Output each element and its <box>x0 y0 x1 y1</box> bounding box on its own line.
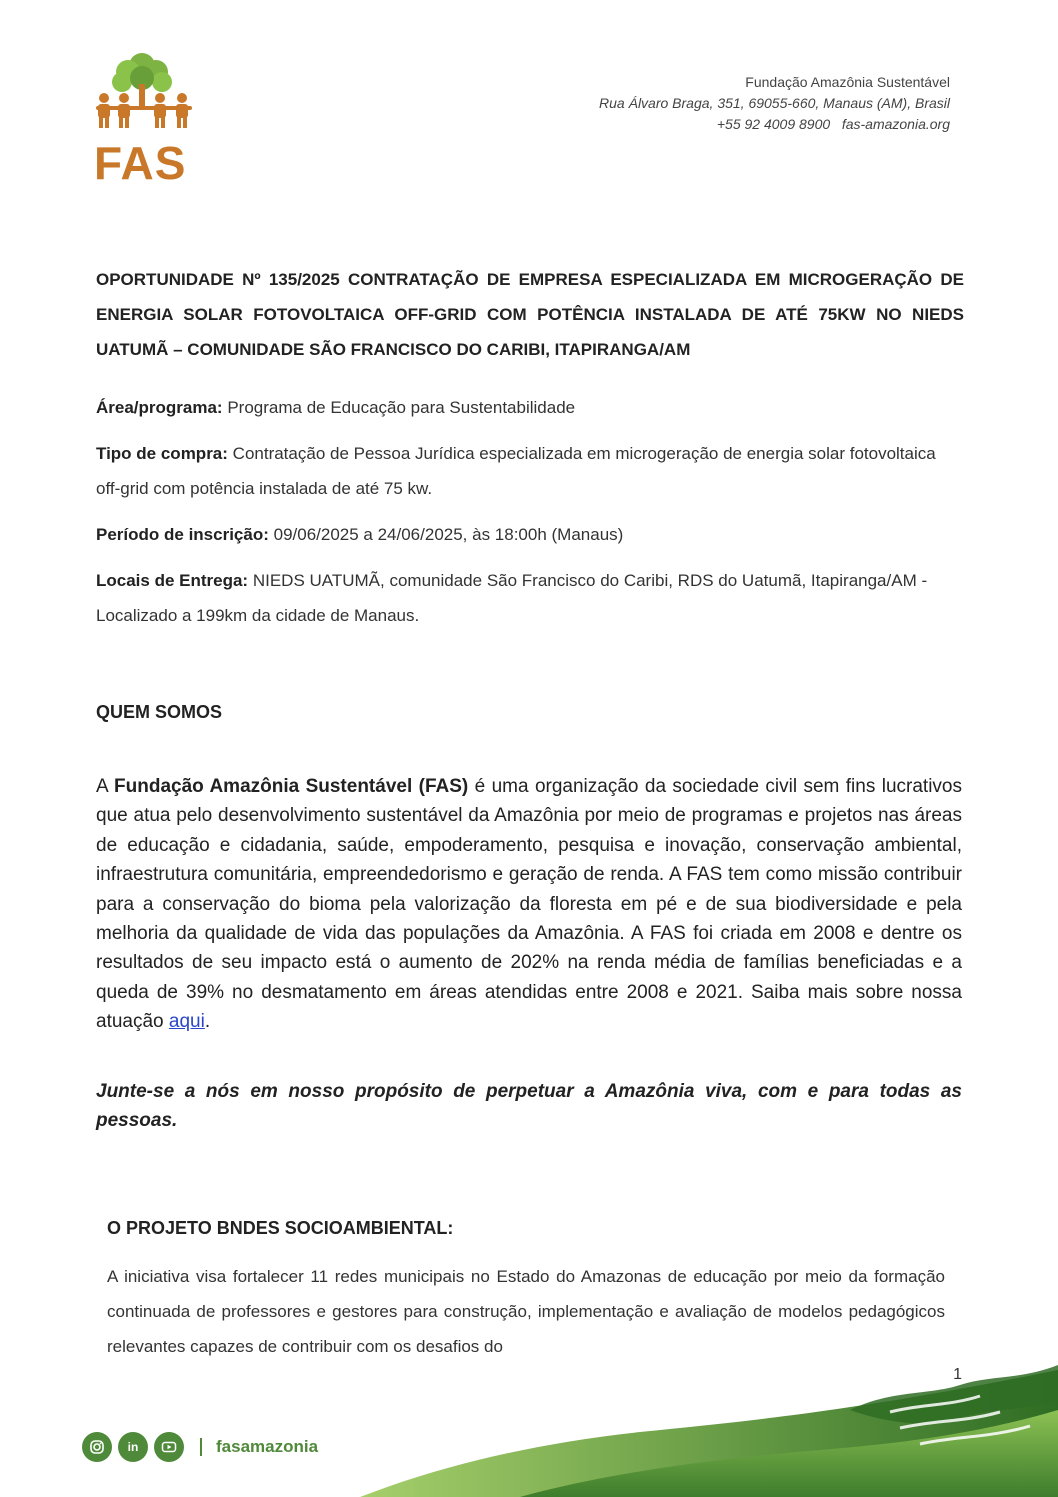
field-tipo <box>96 436 964 506</box>
about-end: . <box>204 1011 211 1033</box>
logo-wordmark: FAS <box>94 137 187 189</box>
org-name: Fundação Amazônia Sustentável <box>745 74 950 90</box>
header-contact-block <box>599 72 950 135</box>
project-text: A iniciativa visa fortalecer 11 redes municipais no Estado do Amazonas de educação por meio da formação continuada de professores e gestores para construção, implementação e avaliação de modelos pedagógicos relevantes capazes de contribuir com os desafios do <box>107 1267 945 1356</box>
field-locais <box>96 563 964 633</box>
field-periodo-value: 09/06/2025 a 24/06/2025, às 18:00h (Manaus) <box>268 525 624 544</box>
youtube-icon[interactable] <box>154 1432 184 1462</box>
field-locais-label: Locais de Entrega: <box>96 571 249 590</box>
social-handle[interactable]: fasamazonia <box>216 1437 319 1456</box>
tagline: Junte-se a nós em nosso propósito de perpetuar a Amazônia viva, com e para todas as pessoas. <box>96 1081 962 1131</box>
field-periodo <box>96 517 964 552</box>
section-heading-projeto: O PROJETO BNDES SOCIOAMBIENTAL: <box>107 1218 454 1238</box>
about-link[interactable]: aqui <box>168 1011 205 1033</box>
field-tipo-label: Tipo de compra: <box>96 444 228 463</box>
social-footer <box>82 1432 318 1462</box>
linkedin-icon[interactable] <box>118 1432 148 1462</box>
instagram-icon[interactable] <box>82 1432 112 1462</box>
document-title: OPORTUNIDADE Nº 135/2025 CONTRATAÇÃO DE EMPRESA ESPECIALIZADA EM MICROGERAÇÃO DE ENERGIA SOLAR FOTOVOLTAICA OFF-GRID COM POTÊNCIA INSTALADA DE ATÉ 75KW NO NIEDS UATUMÃ – COMUNIDADE SÃO FRANCISCO DO CARIBI, ITAPIRANGA/AM <box>96 270 964 359</box>
field-area-value: Programa de Educação para Sustentabilidade <box>222 398 576 417</box>
footer-separator <box>200 1438 202 1456</box>
field-tipo-value: Contratação de Pessoa Jurídica especializada em microgeração de energia solar fotovoltaica off-grid com potência instalada de até 75 kw. <box>96 444 936 498</box>
linkedin-glyph: in <box>127 1440 139 1454</box>
about-body: é uma organização da sociedade civil sem fins lucrativos que atua pelo desenvolvimento sustentável da Amazônia por meio de programas e projetos nas áreas de educação e cidadania, saúde, empoderamento, pesquisa e inovação, conservação ambiental, infraestrutura comunitária, empreendedorismo e geração de renda. A FAS tem como missão contribuir para a conservação do bioma pela valorização da floresta em pé e de sua biodiversidade e pela melhoria da qualidade de vida das populações da Amazônia. A FAS foi criada em 2008 e dentre os resultados de seu impacto está o aumento de 202% na renda média de famílias beneficiadas e a queda de 39% no desmatamento em áreas atendidas entre 2008 e 2021. Saiba mais sobre nossa atuação <box>96 776 962 1033</box>
org-address: Rua Álvaro Braga, 351, 69055-660, Manaus (AM), Brasil <box>599 95 950 111</box>
field-periodo-label: Período de inscrição: <box>96 525 269 544</box>
project-paragraph <box>107 1259 945 1364</box>
field-area-label: Área/programa: <box>96 398 223 417</box>
section-heading-quem-somos: QUEM SOMOS <box>96 702 223 722</box>
about-start: A <box>96 776 115 797</box>
org-contact: +55 92 4009 8900 fas-amazonia.org <box>716 116 950 132</box>
footer-landscape-decoration <box>0 1350 1058 1497</box>
about-paragraph <box>96 772 962 1037</box>
about-org-name: Fundação Amazônia Sustentável (FAS) <box>114 776 469 797</box>
page-number: 1 <box>953 1366 962 1383</box>
field-area <box>96 390 964 425</box>
field-locais-value: NIEDS UATUMÃ, comunidade São Francisco do Caribi, RDS do Uatumã, Itapiranga/AM - Localizado a 199km da cidade de Manaus. <box>96 571 928 625</box>
